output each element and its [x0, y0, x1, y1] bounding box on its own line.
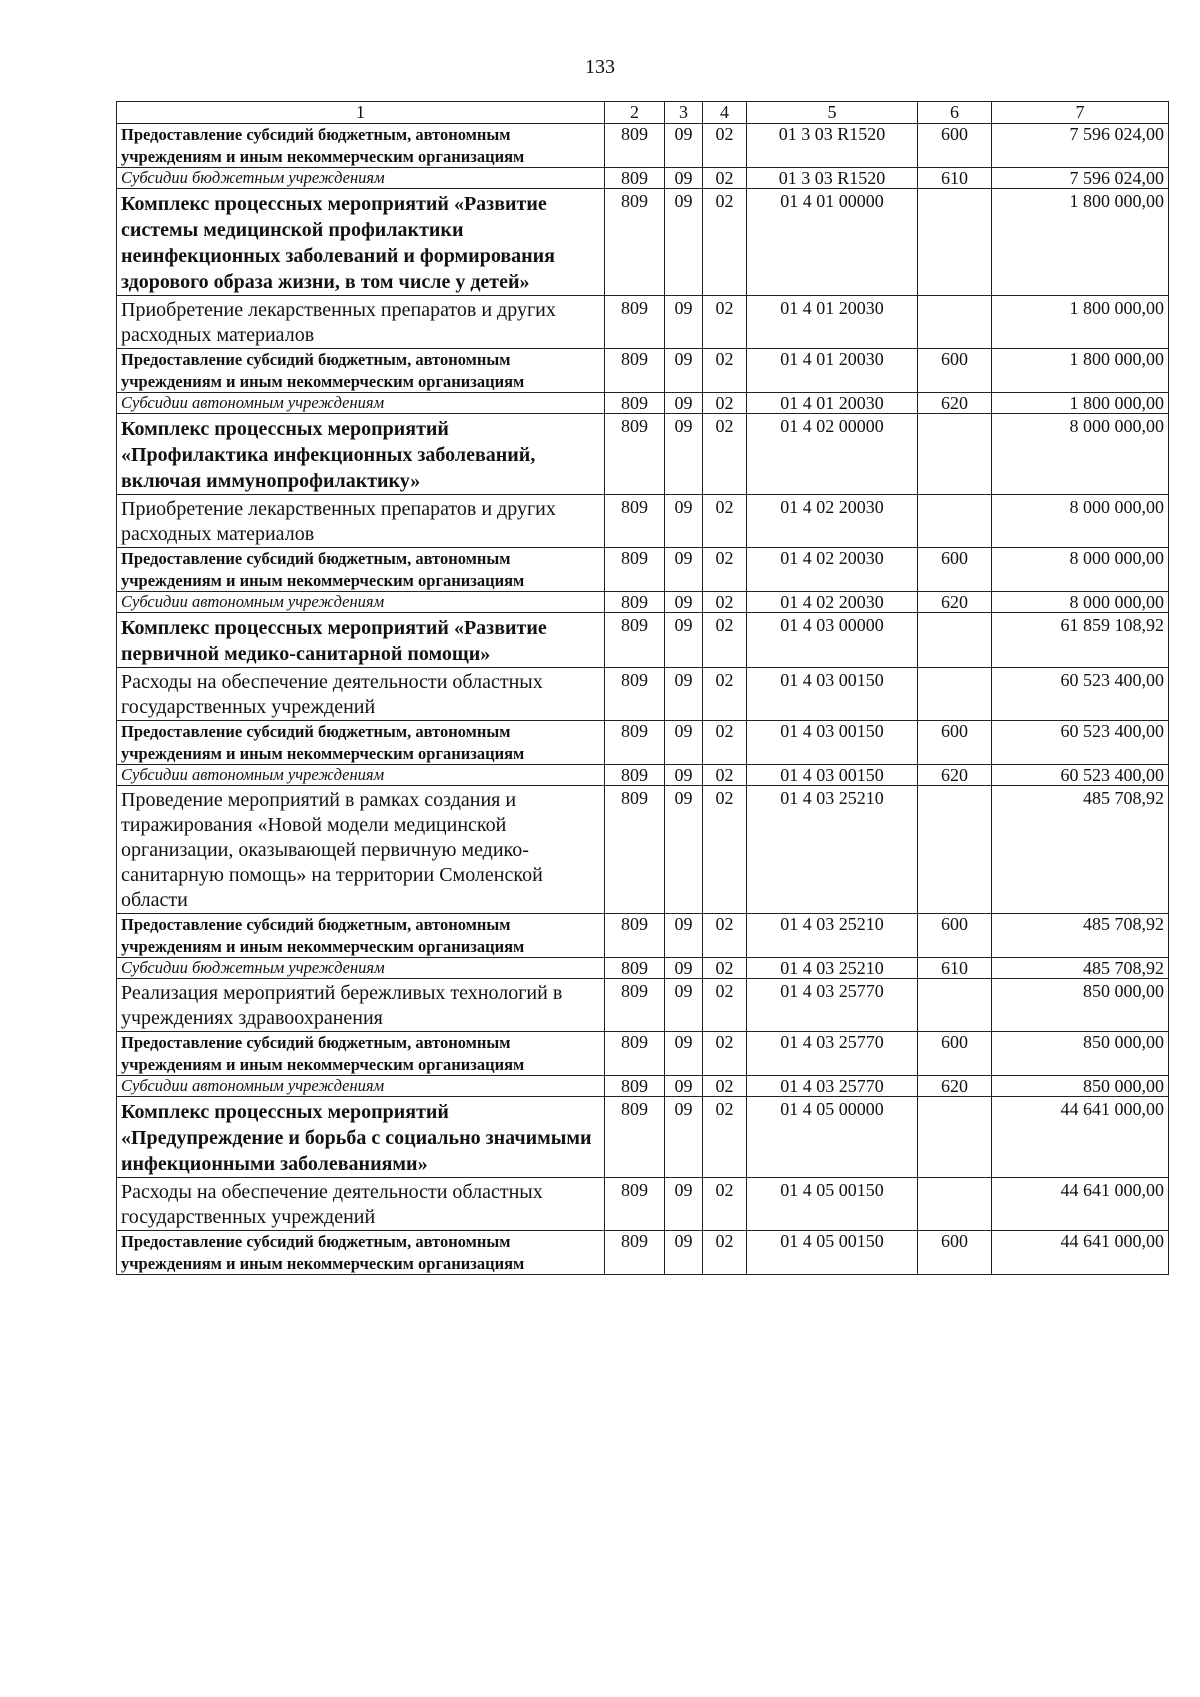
code-expense-type: 620: [918, 592, 992, 613]
amount: 1 800 000,00: [992, 349, 1169, 393]
code-subsection: 02: [703, 613, 747, 668]
row-description: Предоставление субсидий бюджетным, автономным учреждениям и иным некоммерческим организациям: [117, 1032, 605, 1076]
code-section: 09: [665, 1097, 703, 1178]
code-ministry: 809: [605, 124, 665, 168]
code-section: 09: [665, 189, 703, 296]
row-description: Предоставление субсидий бюджетным, автономным учреждениям и иным некоммерческим организациям: [117, 914, 605, 958]
code-expense-type: [918, 668, 992, 721]
code-target-article: 01 4 02 00000: [747, 414, 918, 495]
code-ministry: 809: [605, 958, 665, 979]
row-description: Реализация мероприятий бережливых технологий в учреждениях здравоохранения: [117, 979, 605, 1032]
code-ministry: 809: [605, 979, 665, 1032]
header-cell: 6: [918, 102, 992, 124]
code-target-article: 01 4 02 20030: [747, 495, 918, 548]
code-target-article: 01 4 01 20030: [747, 393, 918, 414]
code-section: 09: [665, 786, 703, 914]
code-expense-type: [918, 979, 992, 1032]
code-subsection: 02: [703, 592, 747, 613]
table-row: [117, 1231, 1169, 1275]
code-expense-type: 620: [918, 1076, 992, 1097]
code-ministry: 809: [605, 786, 665, 914]
code-subsection: 02: [703, 1178, 747, 1231]
header-cell: 2: [605, 102, 665, 124]
code-section: 09: [665, 495, 703, 548]
code-subsection: 02: [703, 958, 747, 979]
code-target-article: 01 3 03 R1520: [747, 124, 918, 168]
row-description: Предоставление субсидий бюджетным, автономным учреждениям и иным некоммерческим организациям: [117, 124, 605, 168]
code-target-article: 01 3 03 R1520: [747, 168, 918, 189]
row-description: Субсидии автономным учреждениям: [117, 393, 605, 414]
amount: 8 000 000,00: [992, 414, 1169, 495]
code-section: 09: [665, 393, 703, 414]
code-ministry: 809: [605, 668, 665, 721]
table-row: [117, 1032, 1169, 1076]
table-row: [117, 189, 1169, 296]
code-ministry: 809: [605, 765, 665, 786]
code-expense-type: [918, 613, 992, 668]
code-expense-type: [918, 786, 992, 914]
row-description: Предоставление субсидий бюджетным, автономным учреждениям и иным некоммерческим организациям: [117, 349, 605, 393]
amount: 44 641 000,00: [992, 1178, 1169, 1231]
table-row: [117, 393, 1169, 414]
header-cell: 5: [747, 102, 918, 124]
code-section: 09: [665, 414, 703, 495]
code-target-article: 01 4 03 25210: [747, 786, 918, 914]
amount: 8 000 000,00: [992, 548, 1169, 592]
code-ministry: 809: [605, 592, 665, 613]
table-row: [117, 958, 1169, 979]
row-description: Субсидии автономным учреждениям: [117, 592, 605, 613]
row-description: Приобретение лекарственных препаратов и других расходных материалов: [117, 296, 605, 349]
budget-table: [116, 101, 1169, 1275]
amount: 850 000,00: [992, 1076, 1169, 1097]
code-subsection: 02: [703, 1097, 747, 1178]
row-description: Комплекс процессных мероприятий «Предупреждение и борьба с социально значимыми инфекционными заболеваниями»: [117, 1097, 605, 1178]
header-cell: 3: [665, 102, 703, 124]
code-subsection: 02: [703, 495, 747, 548]
code-section: 09: [665, 668, 703, 721]
row-description: Комплекс процессных мероприятий «Развитие первичной медико-санитарной помощи»: [117, 613, 605, 668]
code-ministry: 809: [605, 548, 665, 592]
code-ministry: 809: [605, 613, 665, 668]
code-expense-type: 620: [918, 393, 992, 414]
code-section: 09: [665, 1076, 703, 1097]
table-row: [117, 1097, 1169, 1178]
code-expense-type: 600: [918, 1231, 992, 1275]
amount: 1 800 000,00: [992, 189, 1169, 296]
code-expense-type: 600: [918, 548, 992, 592]
table-row: [117, 1178, 1169, 1231]
page-number: 133: [585, 56, 615, 78]
table-row: [117, 786, 1169, 914]
row-description: Предоставление субсидий бюджетным, автономным учреждениям и иным некоммерческим организациям: [117, 548, 605, 592]
row-description: Приобретение лекарственных препаратов и других расходных материалов: [117, 495, 605, 548]
code-target-article: 01 4 02 20030: [747, 548, 918, 592]
code-subsection: 02: [703, 189, 747, 296]
code-target-article: 01 4 03 25770: [747, 979, 918, 1032]
row-description: Субсидии автономным учреждениям: [117, 1076, 605, 1097]
code-expense-type: 620: [918, 765, 992, 786]
code-expense-type: [918, 1178, 992, 1231]
table-row: [117, 495, 1169, 548]
code-section: 09: [665, 914, 703, 958]
code-expense-type: 600: [918, 124, 992, 168]
amount: 60 523 400,00: [992, 668, 1169, 721]
code-subsection: 02: [703, 765, 747, 786]
code-subsection: 02: [703, 548, 747, 592]
code-ministry: 809: [605, 189, 665, 296]
code-expense-type: [918, 296, 992, 349]
code-expense-type: 610: [918, 958, 992, 979]
code-subsection: 02: [703, 296, 747, 349]
code-section: 09: [665, 1178, 703, 1231]
code-section: 09: [665, 765, 703, 786]
code-subsection: 02: [703, 786, 747, 914]
code-section: 09: [665, 958, 703, 979]
row-description: Субсидии автономным учреждениям: [117, 765, 605, 786]
code-subsection: 02: [703, 1231, 747, 1275]
code-ministry: 809: [605, 1231, 665, 1275]
code-subsection: 02: [703, 168, 747, 189]
code-target-article: 01 4 03 25210: [747, 958, 918, 979]
code-section: 09: [665, 296, 703, 349]
code-ministry: 809: [605, 296, 665, 349]
table-row: [117, 124, 1169, 168]
code-section: 09: [665, 349, 703, 393]
code-ministry: 809: [605, 721, 665, 765]
table-row: [117, 765, 1169, 786]
table-row: [117, 721, 1169, 765]
amount: 44 641 000,00: [992, 1231, 1169, 1275]
code-expense-type: 600: [918, 349, 992, 393]
row-description: Расходы на обеспечение деятельности областных государственных учреждений: [117, 1178, 605, 1231]
code-target-article: 01 4 03 00150: [747, 668, 918, 721]
header-cell: 1: [117, 102, 605, 124]
table-row: [117, 414, 1169, 495]
table-row: [117, 914, 1169, 958]
code-section: 09: [665, 979, 703, 1032]
row-description: Субсидии бюджетным учреждениям: [117, 168, 605, 189]
code-section: 09: [665, 168, 703, 189]
amount: 7 596 024,00: [992, 168, 1169, 189]
code-section: 09: [665, 613, 703, 668]
row-description: Комплекс процессных мероприятий «Развитие системы медицинской профилактики неинфекционных заболеваний и формирования здорового образа жизни, в том числе у детей»: [117, 189, 605, 296]
table-row: [117, 613, 1169, 668]
amount: 850 000,00: [992, 1032, 1169, 1076]
row-description: Предоставление субсидий бюджетным, автономным учреждениям и иным некоммерческим организациям: [117, 1231, 605, 1275]
code-expense-type: [918, 414, 992, 495]
code-ministry: 809: [605, 1032, 665, 1076]
code-target-article: 01 4 03 25770: [747, 1076, 918, 1097]
code-ministry: 809: [605, 1178, 665, 1231]
table-row: [117, 168, 1169, 189]
code-section: 09: [665, 548, 703, 592]
column-number-header: [117, 102, 1169, 124]
code-section: 09: [665, 1032, 703, 1076]
code-target-article: 01 4 03 25210: [747, 914, 918, 958]
code-ministry: 809: [605, 414, 665, 495]
table-body: [117, 124, 1169, 1275]
code-target-article: 01 4 05 00150: [747, 1231, 918, 1275]
amount: 850 000,00: [992, 979, 1169, 1032]
code-target-article: 01 4 05 00000: [747, 1097, 918, 1178]
code-target-article: 01 4 01 20030: [747, 296, 918, 349]
code-subsection: 02: [703, 349, 747, 393]
code-ministry: 809: [605, 349, 665, 393]
amount: 1 800 000,00: [992, 296, 1169, 349]
amount: 8 000 000,00: [992, 592, 1169, 613]
code-subsection: 02: [703, 124, 747, 168]
table-row: [117, 592, 1169, 613]
code-expense-type: [918, 495, 992, 548]
code-expense-type: 600: [918, 914, 992, 958]
code-target-article: 01 4 05 00150: [747, 1178, 918, 1231]
code-subsection: 02: [703, 914, 747, 958]
code-expense-type: 600: [918, 1032, 992, 1076]
table-row: [117, 296, 1169, 349]
amount: 7 596 024,00: [992, 124, 1169, 168]
code-target-article: 01 4 01 00000: [747, 189, 918, 296]
code-subsection: 02: [703, 668, 747, 721]
code-target-article: 01 4 03 00150: [747, 765, 918, 786]
code-ministry: 809: [605, 1097, 665, 1178]
amount: 8 000 000,00: [992, 495, 1169, 548]
code-section: 09: [665, 124, 703, 168]
row-description: Предоставление субсидий бюджетным, автономным учреждениям и иным некоммерческим организациям: [117, 721, 605, 765]
code-expense-type: [918, 1097, 992, 1178]
code-ministry: 809: [605, 1076, 665, 1097]
code-ministry: 809: [605, 393, 665, 414]
code-ministry: 809: [605, 495, 665, 548]
code-expense-type: 610: [918, 168, 992, 189]
code-target-article: 01 4 01 20030: [747, 349, 918, 393]
code-expense-type: [918, 189, 992, 296]
code-subsection: 02: [703, 721, 747, 765]
code-ministry: 809: [605, 168, 665, 189]
code-subsection: 02: [703, 1032, 747, 1076]
code-expense-type: 600: [918, 721, 992, 765]
code-section: 09: [665, 592, 703, 613]
code-subsection: 02: [703, 414, 747, 495]
code-subsection: 02: [703, 979, 747, 1032]
header-cell: 7: [992, 102, 1169, 124]
row-description: Проведение мероприятий в рамках создания и тиражирования «Новой модели медицинской организации, оказывающей первичную медико-санитарную помощь» на территории Смоленской области: [117, 786, 605, 914]
table-row: [117, 349, 1169, 393]
table-row: [117, 1076, 1169, 1097]
code-target-article: 01 4 03 00000: [747, 613, 918, 668]
row-description: Субсидии бюджетным учреждениям: [117, 958, 605, 979]
code-target-article: 01 4 03 00150: [747, 721, 918, 765]
code-target-article: 01 4 02 20030: [747, 592, 918, 613]
row-description: Расходы на обеспечение деятельности областных государственных учреждений: [117, 668, 605, 721]
amount: 485 708,92: [992, 914, 1169, 958]
header-cell: 4: [703, 102, 747, 124]
code-section: 09: [665, 721, 703, 765]
row-description: Комплекс процессных мероприятий «Профилактика инфекционных заболеваний, включая иммунопрофилактику»: [117, 414, 605, 495]
table-row: [117, 668, 1169, 721]
code-target-article: 01 4 03 25770: [747, 1032, 918, 1076]
code-ministry: 809: [605, 914, 665, 958]
code-subsection: 02: [703, 1076, 747, 1097]
amount: 60 523 400,00: [992, 765, 1169, 786]
amount: 61 859 108,92: [992, 613, 1169, 668]
code-section: 09: [665, 1231, 703, 1275]
amount: 1 800 000,00: [992, 393, 1169, 414]
amount: 485 708,92: [992, 958, 1169, 979]
code-subsection: 02: [703, 393, 747, 414]
table-row: [117, 548, 1169, 592]
amount: 44 641 000,00: [992, 1097, 1169, 1178]
table-row: [117, 979, 1169, 1032]
amount: 485 708,92: [992, 786, 1169, 914]
amount: 60 523 400,00: [992, 721, 1169, 765]
